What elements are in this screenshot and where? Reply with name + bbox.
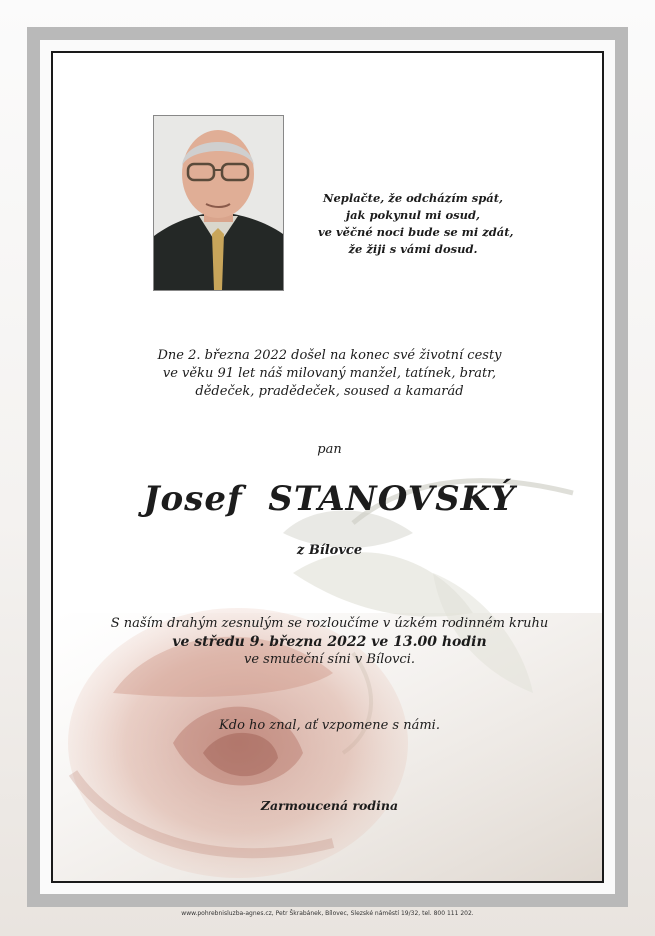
poem-line: jak pokynul mi osud, xyxy=(345,208,481,222)
poem-line: ve věčné noci bude se mi zdát, xyxy=(318,225,514,239)
obituary-frame xyxy=(51,51,604,883)
deceased-name xyxy=(73,479,586,519)
portrait-image xyxy=(154,116,283,290)
announcement xyxy=(73,347,586,401)
invitation: Kdo ho znal, ať vzpomene s námi. xyxy=(219,718,440,733)
last-name: STANOVSKÝ xyxy=(268,479,516,519)
first-name: Josef xyxy=(143,479,243,519)
honorific: pan xyxy=(317,442,342,457)
announcement-line: dědeček, pradědeček, soused a kamarád xyxy=(195,384,464,399)
poem-line: Neplačte, že odcházím spát, xyxy=(322,191,504,205)
poem-line: že žiji s vámi dosud. xyxy=(348,242,478,256)
signature: Zarmoucená rodina xyxy=(260,798,399,813)
ceremony-details xyxy=(73,615,586,669)
portrait-photo xyxy=(153,115,284,291)
origin: z Bílovce xyxy=(296,543,363,558)
footer-contact: www.pohrebnisluzba-agnes.cz, Petr Škrabánek, Bílovec, Slezské náměstí 19/32, tel. 800 111 202. xyxy=(181,910,474,917)
poem xyxy=(318,190,514,258)
announcement-line: ve věku 91 let náš milovaný manžel, tatínek, bratr, xyxy=(162,366,497,381)
announcement-line: Dne 2. března 2022 došel na konec své životní cesty xyxy=(157,348,502,363)
ceremony-date: ve středu 9. března 2022 ve 13.00 hodin xyxy=(172,634,487,650)
rose-background-illustration xyxy=(53,53,604,883)
ceremony-line: S naším drahým zesnulým se rozloučíme v úzkém rodinném kruhu xyxy=(110,616,549,631)
ceremony-place: ve smuteční síni v Bílovci. xyxy=(244,652,415,667)
